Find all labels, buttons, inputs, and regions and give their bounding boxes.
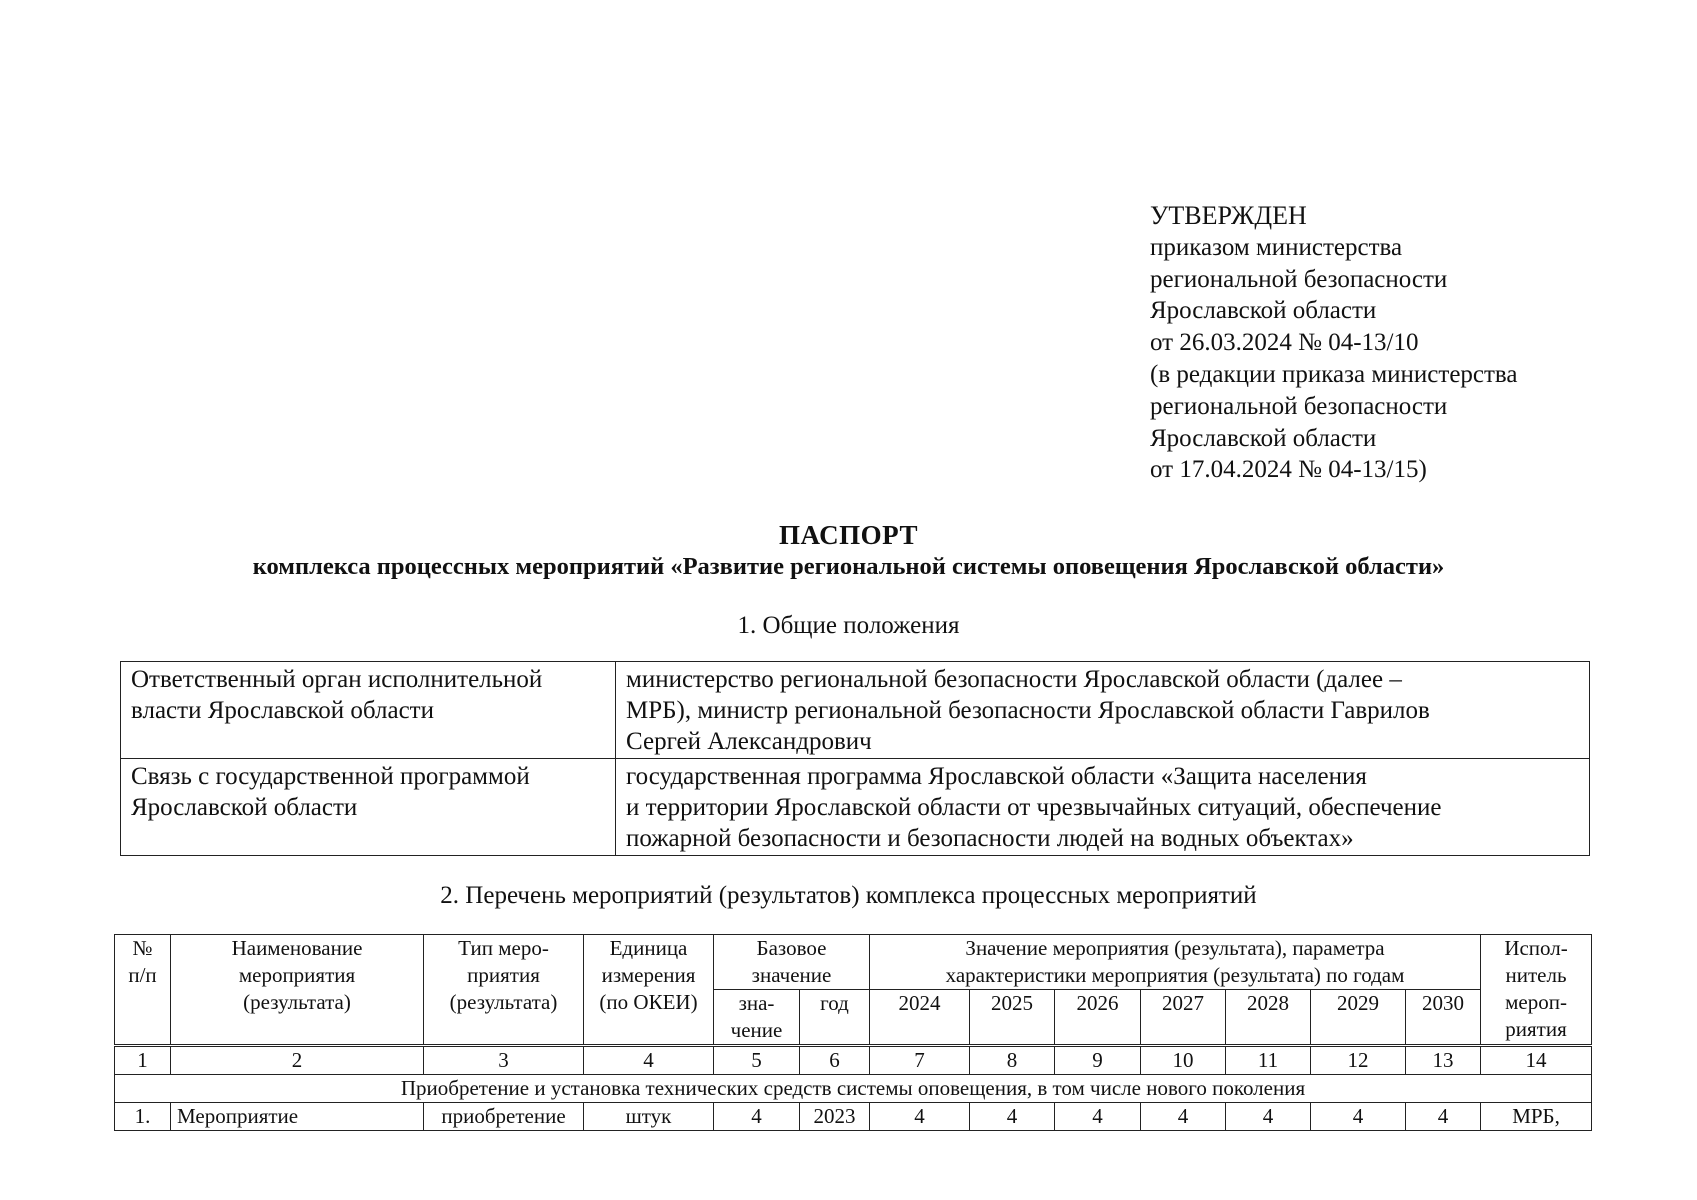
approval-line: региональной безопасности xyxy=(1150,392,1448,420)
approval-stamp xyxy=(1150,200,1690,486)
table-row xyxy=(121,759,1590,856)
column-number: 3 xyxy=(424,1046,584,1075)
document-subtitle: комплекса процессных мероприятий «Развитие региональной системы оповещения Ярославской области» xyxy=(252,553,1445,580)
header-base-value: зна- чение xyxy=(714,990,800,1046)
header-year: 2030 xyxy=(1406,990,1481,1046)
header-type: Тип меро- приятия (результата) xyxy=(424,935,584,1046)
header-year: 2029 xyxy=(1311,990,1406,1046)
table-row xyxy=(121,662,1590,759)
cell-base-value: 4 xyxy=(714,1103,800,1131)
column-number: 7 xyxy=(870,1046,970,1075)
cell-year-value: 4 xyxy=(1141,1103,1226,1131)
approval-line: от 17.04.2024 № 04-13/15) xyxy=(1150,456,1427,484)
header-year: 2024 xyxy=(870,990,970,1046)
header-executor: Испол- нитель мероп- риятия xyxy=(1481,935,1592,1046)
cell-year-value: 4 xyxy=(1055,1103,1141,1131)
table-header-row xyxy=(115,935,1592,990)
header-year: 2028 xyxy=(1226,990,1311,1046)
header-year: 2027 xyxy=(1141,990,1226,1046)
section-2-heading: 2. Перечень мероприятий (результатов) комплекса процессных мероприятий xyxy=(440,882,1257,909)
cell-base-year: 2023 xyxy=(800,1103,870,1131)
row-value: государственная программа Ярославской области «Защита населения и территории Ярославской области от чрезвычайных ситуаций, обеспечение пожарной безопасности и безопасности людей на водных объектах» xyxy=(616,759,1590,856)
column-number: 4 xyxy=(584,1046,714,1075)
cell-year-value: 4 xyxy=(1311,1103,1406,1131)
cell-unit: штук xyxy=(584,1103,714,1131)
column-number: 5 xyxy=(714,1046,800,1075)
cell-type: приобретение xyxy=(424,1103,584,1131)
header-year: 2025 xyxy=(970,990,1055,1046)
group-title: Приобретение и установка технических средств системы оповещения, в том числе нового поколения xyxy=(115,1075,1592,1103)
column-number-row xyxy=(115,1046,1592,1075)
approval-heading: УТВЕРЖДЕН xyxy=(1150,201,1307,230)
approval-line: региональной безопасности xyxy=(1150,265,1448,293)
cell-num: 1. xyxy=(115,1103,171,1131)
header-unit: Единица измерения (по ОКЕИ) xyxy=(584,935,714,1046)
cell-name: Мероприятие xyxy=(171,1103,424,1131)
column-number: 8 xyxy=(970,1046,1055,1075)
column-number: 9 xyxy=(1055,1046,1141,1075)
header-base-year: год xyxy=(800,990,870,1046)
cell-executor: МРБ, xyxy=(1481,1103,1592,1131)
column-number: 1 xyxy=(115,1046,171,1075)
approval-line: приказом министерства xyxy=(1150,233,1403,261)
group-title-row xyxy=(115,1075,1592,1103)
column-number: 12 xyxy=(1311,1046,1406,1075)
header-year: 2026 xyxy=(1055,990,1141,1046)
section-1-heading: 1. Общие положения xyxy=(737,612,960,639)
table-row xyxy=(115,1103,1592,1131)
column-number: 2 xyxy=(171,1046,424,1075)
approval-line: Ярославской области xyxy=(1150,424,1377,452)
approval-line: Ярославской области xyxy=(1150,297,1377,325)
cell-year-value: 4 xyxy=(1406,1103,1481,1131)
cell-year-value: 4 xyxy=(1226,1103,1311,1131)
events-table xyxy=(114,934,1592,1131)
approval-line: (в редакции приказа министерства xyxy=(1150,360,1518,388)
row-value: министерство региональной безопасности Ярославской области (далее – МРБ), министр региональной безопасности Ярославской области Гаврилов Сергей Александрович xyxy=(616,662,1590,759)
row-label: Ответственный орган исполнительной власти Ярославской области xyxy=(121,662,616,759)
header-num: № п/п xyxy=(115,935,171,1046)
header-values: Значение мероприятия (результата), параметра характеристики мероприятия (результата) по годам xyxy=(870,935,1481,990)
column-number: 11 xyxy=(1226,1046,1311,1075)
header-name: Наименование мероприятия (результата) xyxy=(171,935,424,1046)
column-number: 14 xyxy=(1481,1046,1592,1075)
document-title: ПАСПОРТ xyxy=(779,520,918,550)
general-provisions-table xyxy=(120,661,1590,856)
row-label: Связь с государственной программой Ярославской области xyxy=(121,759,616,856)
approval-line: от 26.03.2024 № 04-13/10 xyxy=(1150,329,1419,357)
cell-year-value: 4 xyxy=(970,1103,1055,1131)
header-base: Базовое значение xyxy=(714,935,870,990)
cell-year-value: 4 xyxy=(870,1103,970,1131)
column-number: 6 xyxy=(800,1046,870,1075)
column-number: 10 xyxy=(1141,1046,1226,1075)
column-number: 13 xyxy=(1406,1046,1481,1075)
